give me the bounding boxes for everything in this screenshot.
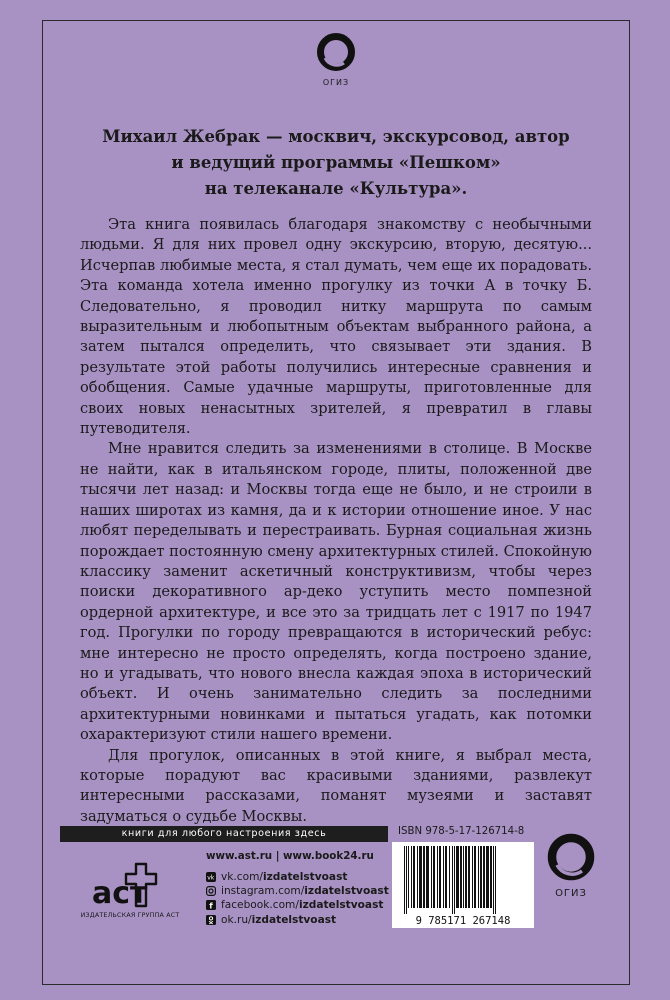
barcode (392, 842, 534, 928)
instagram-icon (206, 886, 216, 896)
ast-logo (84, 858, 176, 916)
barcode-bar (483, 846, 485, 908)
publisher-logo-bottom (540, 832, 602, 899)
barcode-bar (404, 846, 405, 914)
barcode-bar (433, 846, 435, 908)
barcode-bar (486, 846, 489, 908)
social-links (206, 870, 389, 927)
barcode-bar (411, 846, 412, 908)
barcode-bar (439, 846, 441, 908)
annotation-text (80, 215, 592, 827)
social-link-ok[interactable] (206, 913, 389, 927)
barcode-bar (478, 846, 479, 908)
svg-text:vk: vk (207, 874, 215, 882)
barcode-bar (460, 846, 462, 908)
headline-line: Михаил Жебрак — москвич, экскурсовод, автор (102, 127, 570, 146)
barcode-bar (449, 846, 450, 908)
barcode-bar (468, 846, 470, 908)
barcode-graphic (392, 842, 534, 928)
barcode-bar (474, 846, 476, 908)
paragraph: Эта книга появилась благодаря знакомству с необычными людьми. Я для них провел одну экскурсию, вторую, десятую... Исчерпав любимые места, я стал думать, чем еще их порадовать. Эта команда хотела именно прогулку из точки А в точку Б. Следовательно, я проводил нитку маршрута по самым выразительным и любопытным объектам выбранного района, а затем пытался определить, что связывает эти здания. В результате этой работы получились интересные сравнения и обобщения. Самые удачные маршруты, приготовленные для своих новых ненасытных зрителей, я превратил в главы путеводителя. (80, 216, 592, 438)
barcode-bar (490, 846, 492, 908)
social-link-vk[interactable] (206, 870, 389, 884)
barcode-bar (431, 846, 432, 908)
barcode-bar (495, 846, 496, 914)
ogiz-logo-icon (316, 32, 356, 72)
barcode-bar (493, 846, 494, 914)
barcode-bar (417, 846, 418, 908)
barcode-bar (423, 846, 425, 908)
isbn-label: ISBN 978-5-17-126714-8 (398, 826, 525, 837)
headline-line: на телеканале «Культура». (204, 179, 468, 198)
publisher-logo-label: ОГИЗ (555, 888, 587, 899)
ast-caption: ИЗДАТЕЛЬСКАЯ ГРУППА АСТ (80, 912, 180, 919)
vk-icon (206, 872, 216, 882)
paragraph: Для прогулок, описанных в этой книге, я выбрал места, которые порадуют вас красивыми зданиями, развлекут интересными рассказами, поманят музеями и заставят задуматься о судьбе Москвы. (80, 746, 592, 825)
social-handle: izdatelstvoast (251, 913, 337, 926)
barcode-bar (408, 846, 409, 908)
publisher-logo-top (308, 32, 364, 87)
ogiz-logo-icon (546, 832, 596, 882)
barcode-bar (465, 846, 467, 908)
barcode-digits: 9 785171 267148 (415, 915, 511, 927)
svg-text:f: f (209, 902, 213, 911)
barcode-bar (419, 846, 422, 908)
social-handle: izdatelstvoast (298, 899, 384, 912)
social-prefix: vk.com/ (221, 871, 263, 883)
author-headline (60, 124, 612, 202)
social-prefix: ok.ru/ (221, 913, 252, 926)
barcode-bar (480, 846, 482, 908)
facebook-icon (206, 900, 216, 910)
barcode-bar (445, 846, 447, 908)
paragraph: Мне нравится следить за изменениями в столице. В Москве не найти, как в итальянском городе, плиты, положенной две тысячи лет назад: и Москвы тогда еще не было, и не строили в наших широтах из камня, да и к истории отношение иное. У нас любят переделывать и перестраивать. Бурная социальная жизнь порождает постоянную смену архитектурных стилей. Спокойную классику заменит аскетичный конструктивизм, чтобы через поиски декоративного ар-деко уступить место помпезной ордерной архитектуре, и все это за тридцать лет с 1917 по 1947 год. Прогулки по городу превращаются в исторический ребус: мне интересно не просто определять, когда построено здание, но и угадывать, что нового внесла каждая эпоха в исторический объект. И очень занимательно следить за последними архитектурными новинками и пытаться угадать, как потомки охарактеризуют стили нашего времени. (80, 440, 592, 744)
social-prefix: instagram.com/ (221, 885, 305, 898)
barcode-bar (437, 846, 438, 908)
barcode-bar (443, 846, 444, 908)
barcode-bar (456, 846, 459, 908)
barcode-bar (452, 846, 453, 914)
barcode-bar (463, 846, 464, 908)
publisher-logo-label: ОГИЗ (322, 78, 350, 87)
social-handle: izdatelstvoast (304, 885, 389, 898)
ok-icon (206, 915, 216, 925)
barcode-bar (413, 846, 415, 908)
barcode-bar (406, 846, 407, 914)
tagline-banner: книги для любого настроения здесь (60, 826, 388, 842)
ast-logo-text: аст (92, 876, 148, 911)
websites[interactable]: www.ast.ru | www.book24.ru (206, 850, 374, 862)
social-link-instagram[interactable] (206, 884, 389, 898)
barcode-bar (472, 846, 473, 908)
barcode-bar (454, 846, 455, 914)
ast-logo-icon (84, 858, 176, 912)
social-handle: izdatelstvoast (262, 871, 348, 883)
barcode-bar (426, 846, 429, 908)
social-link-facebook[interactable] (206, 898, 389, 912)
social-prefix: facebook.com/ (221, 899, 299, 912)
headline-line: и ведущий программы «Пешком» (171, 153, 501, 172)
